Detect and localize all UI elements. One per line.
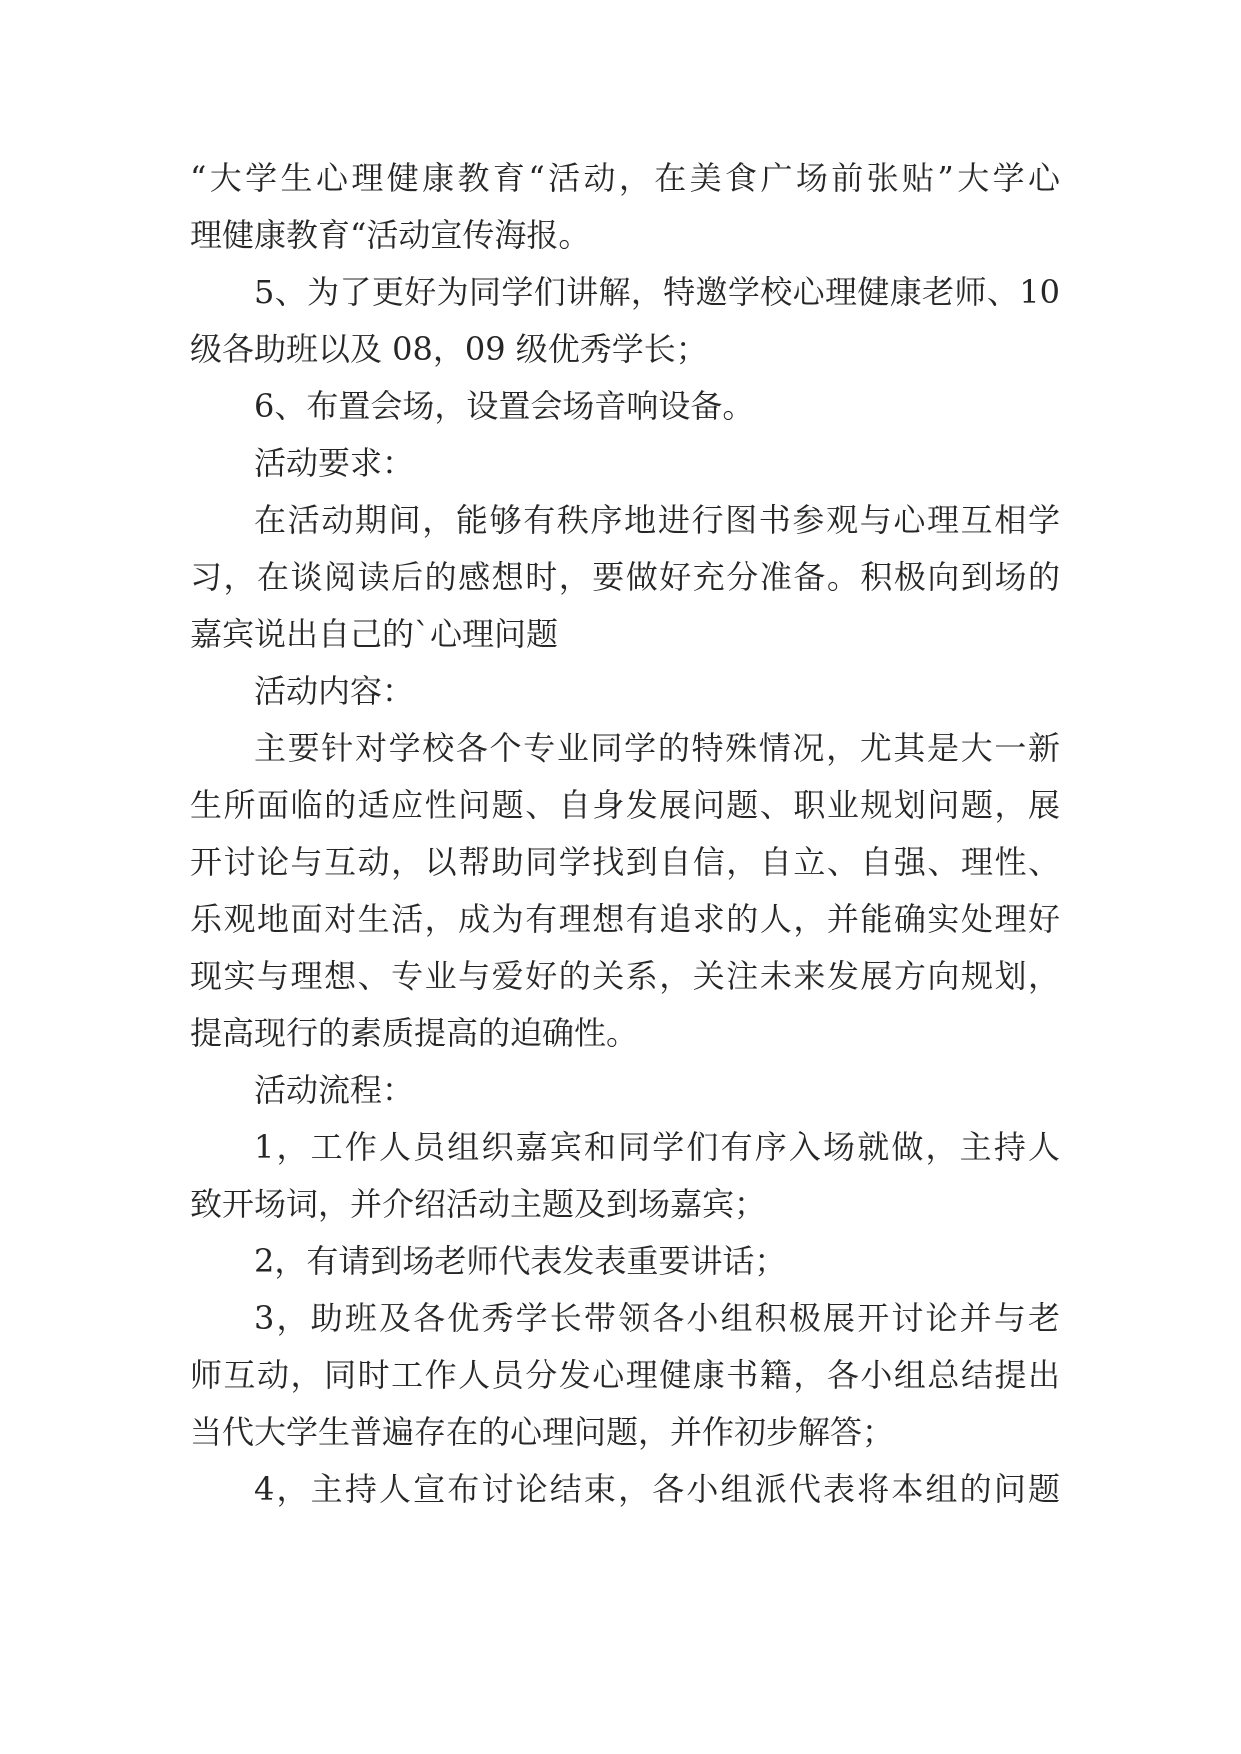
section-heading: 活动内容： [254,672,415,710]
text-line: 主要针对学校各个专业同学的特殊情况，尤其是大一新 [254,729,1060,767]
text-line: 5、为了更好为同学们讲解，特邀学校心理健康老师、10 [254,273,1060,311]
text-line: 提高现行的素质提高的迫确性。 [190,1014,639,1052]
text-line: 现实与理想、专业与爱好的关系，关注未来发展方向规划， [190,957,1060,995]
text-line: 当代大学生普遍存在的心理问题，并作初步解答； [190,1413,895,1451]
text-line: 乐观地面对生活，成为有理想有追求的人，并能确实处理好 [190,900,1060,938]
text-line: 4，主持人宣布讨论结束，各小组派代表将本组的问题 [254,1470,1060,1508]
section-heading: 活动要求： [254,444,415,482]
text-line: 嘉宾说出自己的`心理问题 [190,615,559,653]
text-line: 习，在谈阅读后的感想时，要做好充分准备。积极向到场的 [190,558,1060,596]
text-line: 理健康教育“活动宣传海报。 [190,216,591,254]
text-line: 在活动期间，能够有秩序地进行图书参观与心理互相学 [254,501,1060,539]
text-line: 生所面临的适应性问题、自身发展问题、职业规划问题，展 [190,786,1060,824]
text-line: 1，工作人员组织嘉宾和同学们有序入场就做，主持人 [254,1128,1060,1166]
section-heading: 活动流程： [254,1071,415,1109]
text-line: 级各助班以及 08，09 级优秀学长； [190,330,708,368]
text-line: 致开场词，并介绍活动主题及到场嘉宾； [190,1185,767,1223]
text-line: 师互动，同时工作人员分发心理健康书籍，各小组总结提出 [190,1356,1060,1394]
text-line: “大学生心理健康教育“活动，在美食广场前张贴”大学心 [190,159,1060,197]
text-line: 3，助班及各优秀学长带领各小组积极展开讨论并与老 [254,1299,1060,1337]
text-line: 6、布置会场，设置会场音响设备。 [254,387,755,425]
text-line: 2，有请到场老师代表发表重要讲话； [254,1242,787,1280]
text-line: 开讨论与互动，以帮助同学找到自信，自立、自强、理性、 [190,843,1060,881]
